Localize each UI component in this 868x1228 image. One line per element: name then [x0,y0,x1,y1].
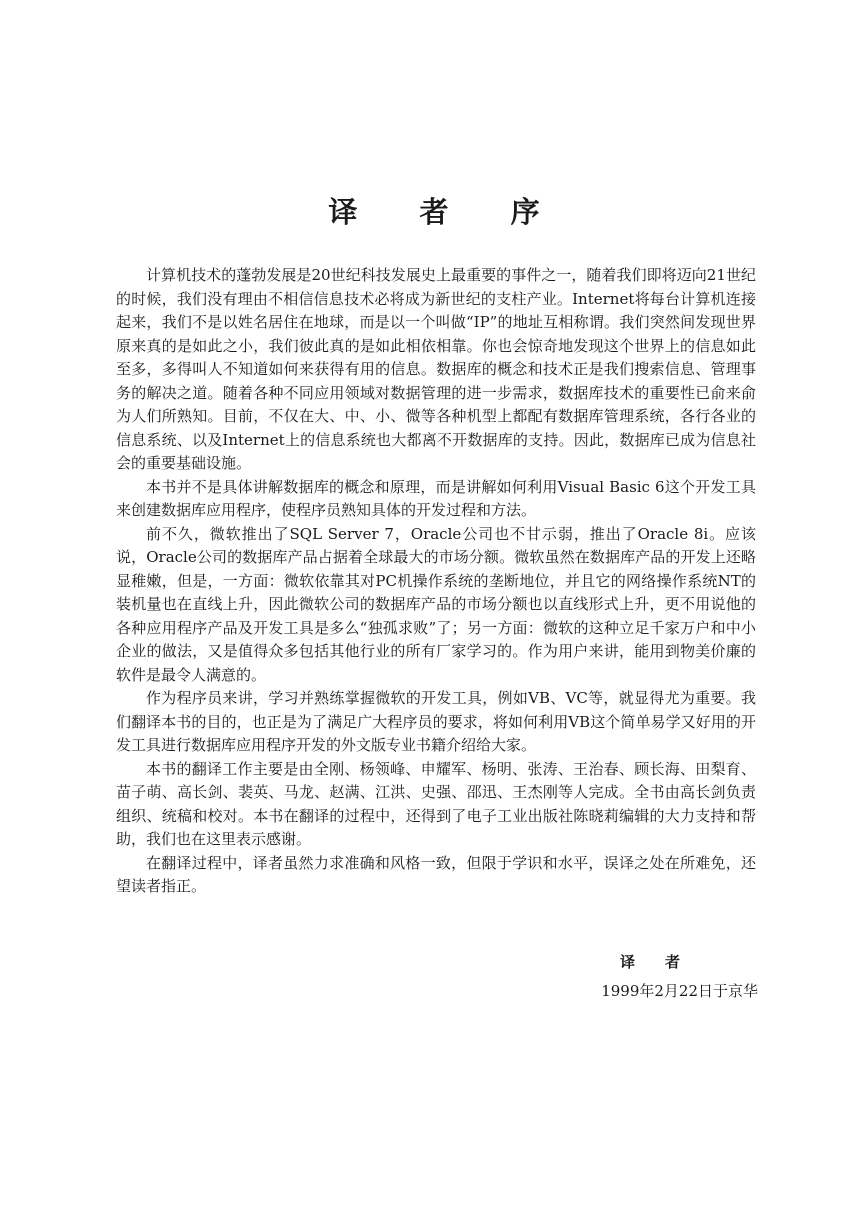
paragraph-1: 计算机技术的蓬勃发展是20世纪科技发展史上最重要的事件之一，随着我们即将迈向21世纪的时候，我们没有理由不相信信息技术必将成为新世纪的支柱产业。Internet将每台计算机连接起来，我们不是以姓名居住在地球，而是以一个叫做“IP”的地址互相称谓。我们突然间发现世界原来真的是如此之小，我们彼此真的是如此相依相靠。你也会惊奇地发现这个世界上的信息如此至多，多得叫人不知道如何来获得有用的信息。数据库的概念和技术正是我们搜索信息、管理事务的解决之道。随着各种不同应用领域对数据管理的进一步需求，数据库技术的重要性已俞来俞为人们所熟知。目前，不仅在大、中、小、微等各种机型上都配有数据库管理系统，各行各业的信息系统、以及Internet上的信息系统也大都离不开数据库的支持。因此，数据库已成为信息社会的重要基础设施。 [116,266,756,472]
paragraph-6: 在翻译过程中，译者虽然力求准确和风格一致，但限于学识和水平，误译之处在所难免，还望读者指正。 [116,853,756,895]
page-title: 译 者 序 [328,195,566,229]
preface-body [116,264,756,899]
paragraph-4: 作为程序员来讲，学习并熟练掌握微软的开发工具，例如VB、VC等，就显得尤为重要。我们翻译本书的目的，也正是为了满足广大程序员的要求，将如何利用VB这个简单易学又好用的开发工具进行数据库应用程序开发的外文版专业书籍介绍给大家。 [116,689,756,754]
paragraph-5: 本书的翻译工作主要是由全刚、杨领峰、申耀军、杨明、张涛、王治春、顾长海、田梨育、苗子萌、高长剑、裴英、马龙、赵满、江洪、史强、邵迅、王杰刚等人完成。全书由高长剑负责组织、统稿和校对。本书在翻译的过程中，还得到了电子工业出版社陈晓莉编辑的大力支持和帮助，我们也在这里表示感谢。 [116,759,756,848]
paragraph-3: 前不久，微软推出了SQL Server 7，Oracle公司也不甘示弱，推出了Oracle 8i。应该说，Oracle公司的数据库产品占据着全球最大的市场分额。微软虽然在数据库产品的开发上还略显稚嫩，但是，一方面：微软依靠其对PC机操作系统的垄断地位，并且它的网络操作系统NT的装机量也在直线上升，因此微软公司的数据库产品的市场分额也以直线形式上升，更不用说他的各种应用程序产品及开发工具是多么“独孤求败”了；另一方面：微软的这种立足千家万户和中小企业的做法，又是值得众多包括其他行业的所有厂家学习的。作为用户来讲，能用到物美价廉的软件是最令人满意的。 [116,524,756,684]
signature-block [601,948,758,1006]
signature-name: 译者 [619,953,710,971]
signature-date: 1999年2月22日于京华 [601,982,758,1000]
paragraph-2: 本书并不是具体讲解数据库的概念和原理，而是讲解如何利用Visual Basic 6这个开发工具来创建数据库应用程序，使程序员熟知具体的开发过程和方法。 [116,477,756,519]
